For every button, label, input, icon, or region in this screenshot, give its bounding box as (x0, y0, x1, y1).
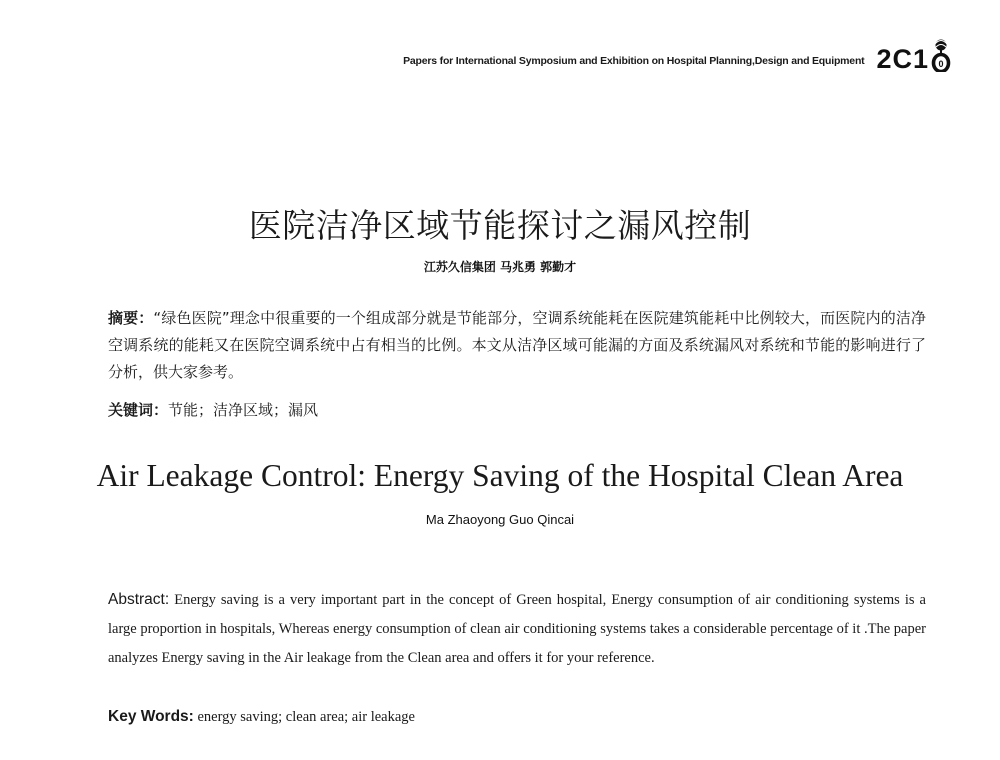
running-title: Papers for International Symposium and Exhibition on Hospital Planning,Design and Equipment (403, 55, 865, 67)
page-header (403, 38, 952, 73)
english-keywords-text: energy saving; clean area; air leakage (197, 709, 415, 725)
english-abstract-label: Abstract: (108, 591, 170, 608)
chinese-abstract-label: 摘要： (108, 309, 154, 327)
globe-zero-icon (930, 38, 952, 72)
chinese-abstract-text: “绿色医院”理念中很重要的一个组成部分就是节能部分，空调系统能耗在医院建筑能耗中比例较大，而医院内的洁净空调系统的能耗又在医院空调系统中占有相当的比例。本文从洁净区域可能漏的方面及系统漏风对系统和节能的影响进行了分析，供大家参考。 (108, 309, 926, 381)
english-abstract (108, 585, 926, 673)
english-keywords-label: Key Words: (108, 708, 194, 725)
english-keywords (108, 702, 926, 732)
chinese-keywords-label: 关键词： (108, 401, 169, 419)
chinese-abstract (108, 305, 926, 386)
year-logo-digit: 0 (938, 59, 944, 69)
chinese-keywords-text: 节能；洁净区域；漏风 (168, 401, 319, 419)
english-title: Air Leakage Control: Energy Saving of the Hospital Clean Area (96, 458, 904, 493)
year-digits: 2C1 (876, 44, 929, 74)
english-authors: Ma Zhaoyong Guo Qincai (425, 512, 575, 527)
chinese-authors: 江苏久信集团 马兆勇 郭勤才 (423, 260, 577, 274)
english-abstract-text: Energy saving is a very important part in the concept of Green hospital, Energy consumption of air conditioning systems is a large proportion in hospitals, Whereas energy consumption of clean air conditioning systems takes a considerable percentage of it .The paper analyzes Energy saving in the Air leakage from the Clean area and offers it for your reference. (108, 592, 926, 666)
chinese-title: 医院洁净区域节能探讨之漏风控制 (248, 206, 752, 245)
year-logo (876, 38, 952, 73)
chinese-keywords (108, 397, 926, 424)
